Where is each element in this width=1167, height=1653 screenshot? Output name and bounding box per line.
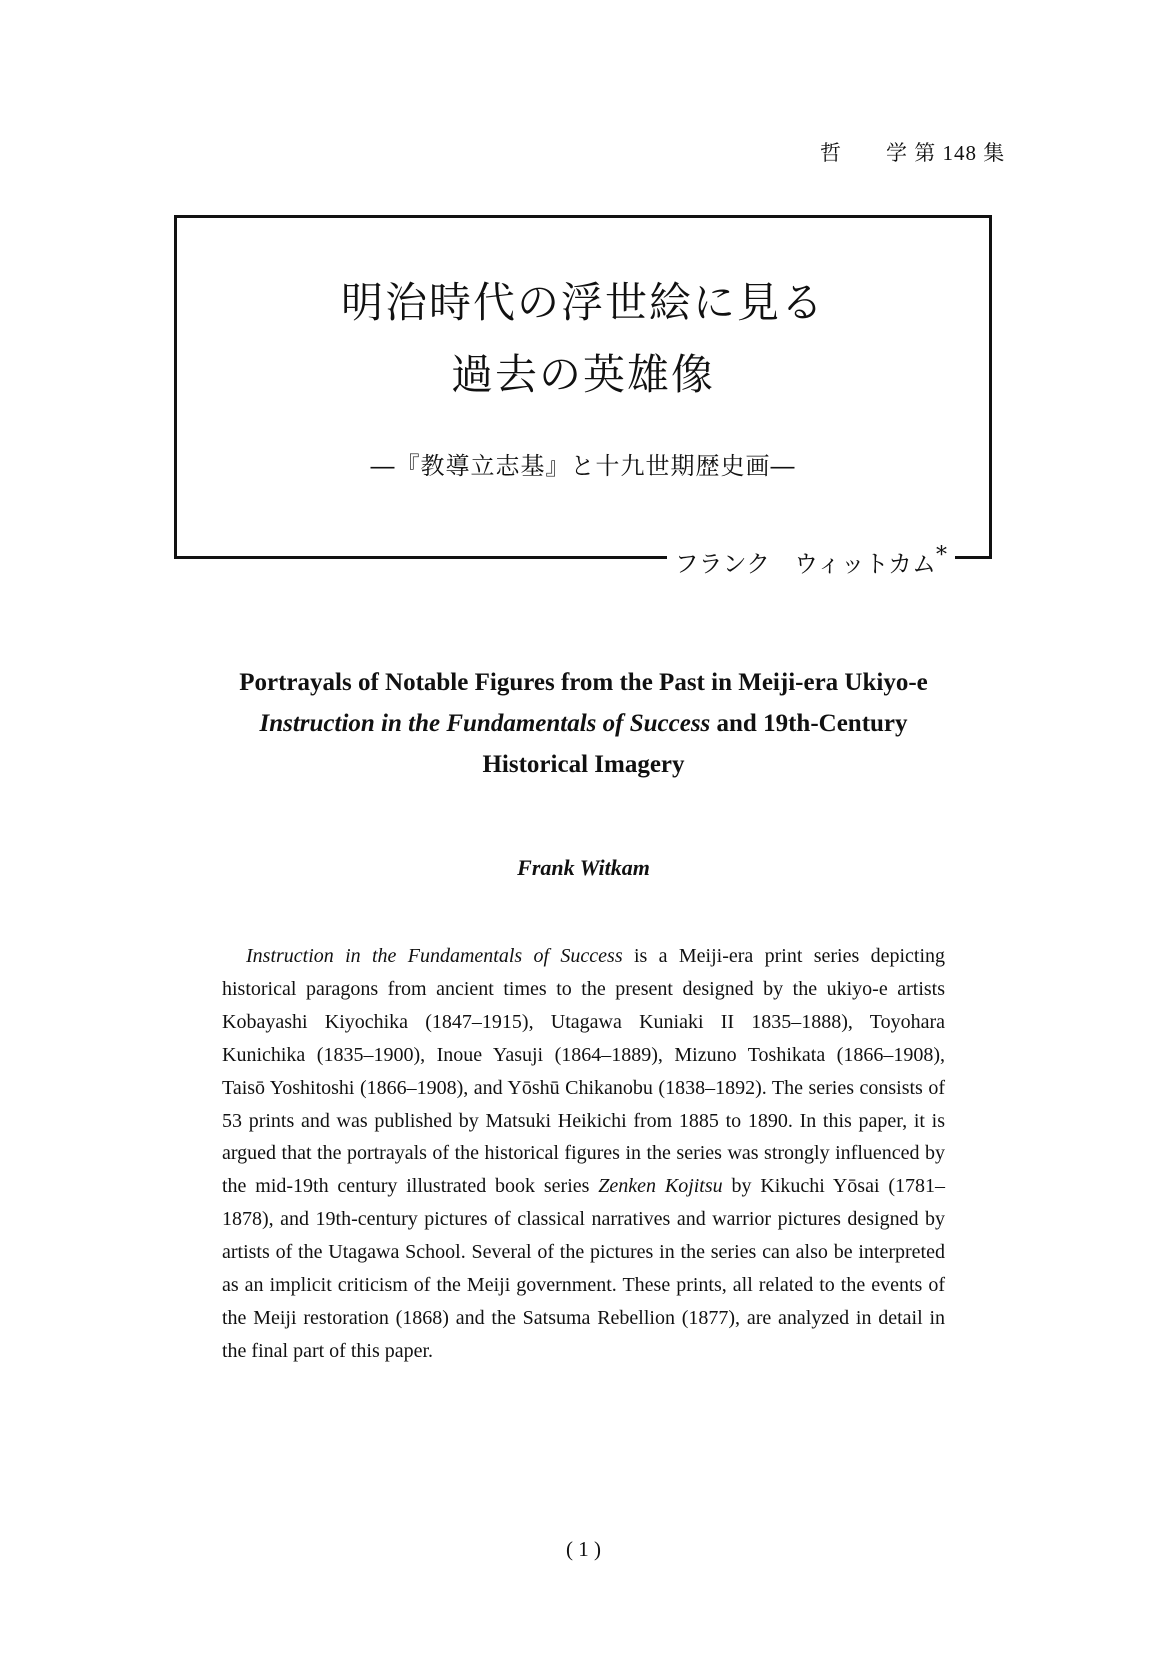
journal-header: 哲 学 第 148 集 [820, 141, 1006, 165]
subtitle-jp: ―『教導立志基』と十九世期歴史画― [370, 452, 796, 480]
author-jp [667, 543, 955, 579]
abstract-lead-italic: Instruction in the Fundamentals of Success [246, 945, 623, 967]
title-en-line2-italic: Instruction in the Fundamentals of Success [259, 710, 711, 737]
title-jp-line2: 過去の英雄像 [450, 350, 715, 399]
author-en: Frank Witkam [517, 855, 650, 880]
abstract-part1: is a Meiji-era print series depicting historical paragons from ancient times to the present designed by the ukiyo-e artists Kobayashi Kiyochika (1847–1915), Utagawa Kuniaki II 1835–1888), Toyohara Kunichika (1835–1900), Inoue Yasuji (1864–1889), Mizuno Toshikata (1866–1908), Taisō Yoshitoshi (1866–1908), and Yōshū Chikanobu (1838–1892). The series consists of 53 prints and was published by Matsuki Heikichi from 1885 to 1890. In this paper, it is argued that the portrayals of the historical figures in the series was strongly influenced by the mid-19th century illustrated book series [222, 945, 946, 1198]
title-jp-line1: 明治時代の浮世絵に見る [340, 278, 825, 327]
title-en [140, 662, 1027, 785]
title-box [174, 215, 992, 578]
abstract-mid-italic: Zenken Kojitsu [598, 1175, 723, 1198]
title-en-line2 [140, 703, 1027, 744]
abstract [222, 940, 945, 1368]
abstract-part2: by Kikuchi Yōsai (1781–1878), and 19th-century pictures of classical narratives and warrior pictures designed by artists of the Utagawa School. Several of the pictures in the series can also be interpreted as an implicit criticism of the Meiji government. These prints, all related to the events of the Meiji restoration (1868) and the Satsuma Rebellion (1877), are analyzed in detail in the final part of this paper. [222, 1175, 946, 1362]
page-number: ( 1 ) [566, 1537, 601, 1561]
title-en-line2-rest: and 19th-Century [710, 710, 908, 737]
author-footnote-mark: * [936, 543, 947, 568]
title-en-line3: Historical Imagery [482, 751, 685, 778]
author-jp-name: フランク ウィットカム [674, 550, 936, 578]
title-en-line1: Portrayals of Notable Figures from the Past in Meiji-era Ukiyo-e [239, 669, 928, 696]
